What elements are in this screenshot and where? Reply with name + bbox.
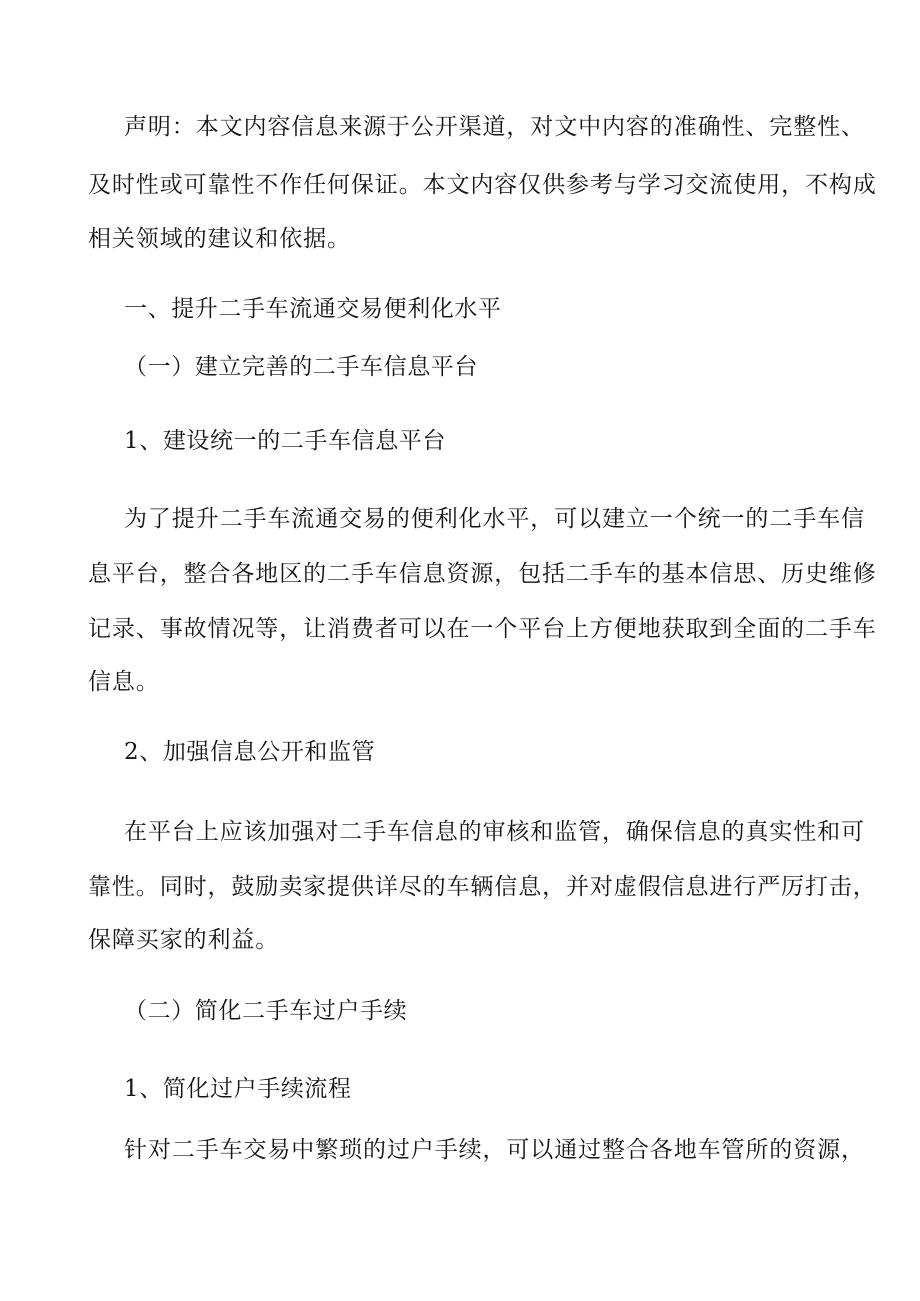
disclaimer-line-3: 相关领域的建议和依据。 [88, 226, 351, 252]
item-2-paragraph-line-1: 在平台上应该加强对二手车信息的审核和监管，确保信息的真实性和可 [124, 819, 865, 845]
subsection-2-heading: （二）简化二手车过户手续 [124, 998, 408, 1024]
section-1-heading: 一、提升二手车流通交易便利化水平 [124, 296, 502, 322]
item-1-paragraph-line-2: 息平台，整合各地区的二手车信息资源，包括二手车的基本信思、历史维修 [88, 561, 877, 587]
subsection-2-item-1-heading: 1、简化过户手续流程 [124, 1076, 352, 1102]
item-1-paragraph-line-4: 信息。 [88, 669, 160, 695]
item-2-paragraph-line-2: 靠性。同时，鼓励卖家提供详尽的车辆信息，并对虚假信息进行严厉打击， [88, 874, 877, 900]
subsection-1-heading: （一）建立完善的二手车信息平台 [124, 354, 478, 380]
subsection-2-item-1-paragraph-line-1: 针对二手车交易中繁琐的过户手续，可以通过整合各地车管所的资源， [124, 1137, 865, 1163]
item-1-paragraph-line-3: 记录、事故情况等，让消费者可以在一个平台上方便地获取到全面的二手车 [88, 616, 877, 642]
item-2-heading: 2、加强信息公开和监管 [124, 739, 376, 765]
item-1-heading: 1、建设统一的二手车信息平台 [124, 428, 447, 454]
disclaimer-line-2: 及时性或可靠性不作任何保证。本文内容仅供参考与学习交流使用，不构成 [88, 172, 877, 198]
item-1-paragraph-line-1: 为了提升二手车流通交易的便利化水平，可以建立一个统一的二手车信 [124, 506, 865, 532]
item-2-paragraph-line-3: 保障买家的利益。 [88, 927, 280, 953]
disclaimer-line-1: 声明：本文内容信息来源于公开渠道，对文中内容的准确性、完整性、 [124, 114, 865, 140]
